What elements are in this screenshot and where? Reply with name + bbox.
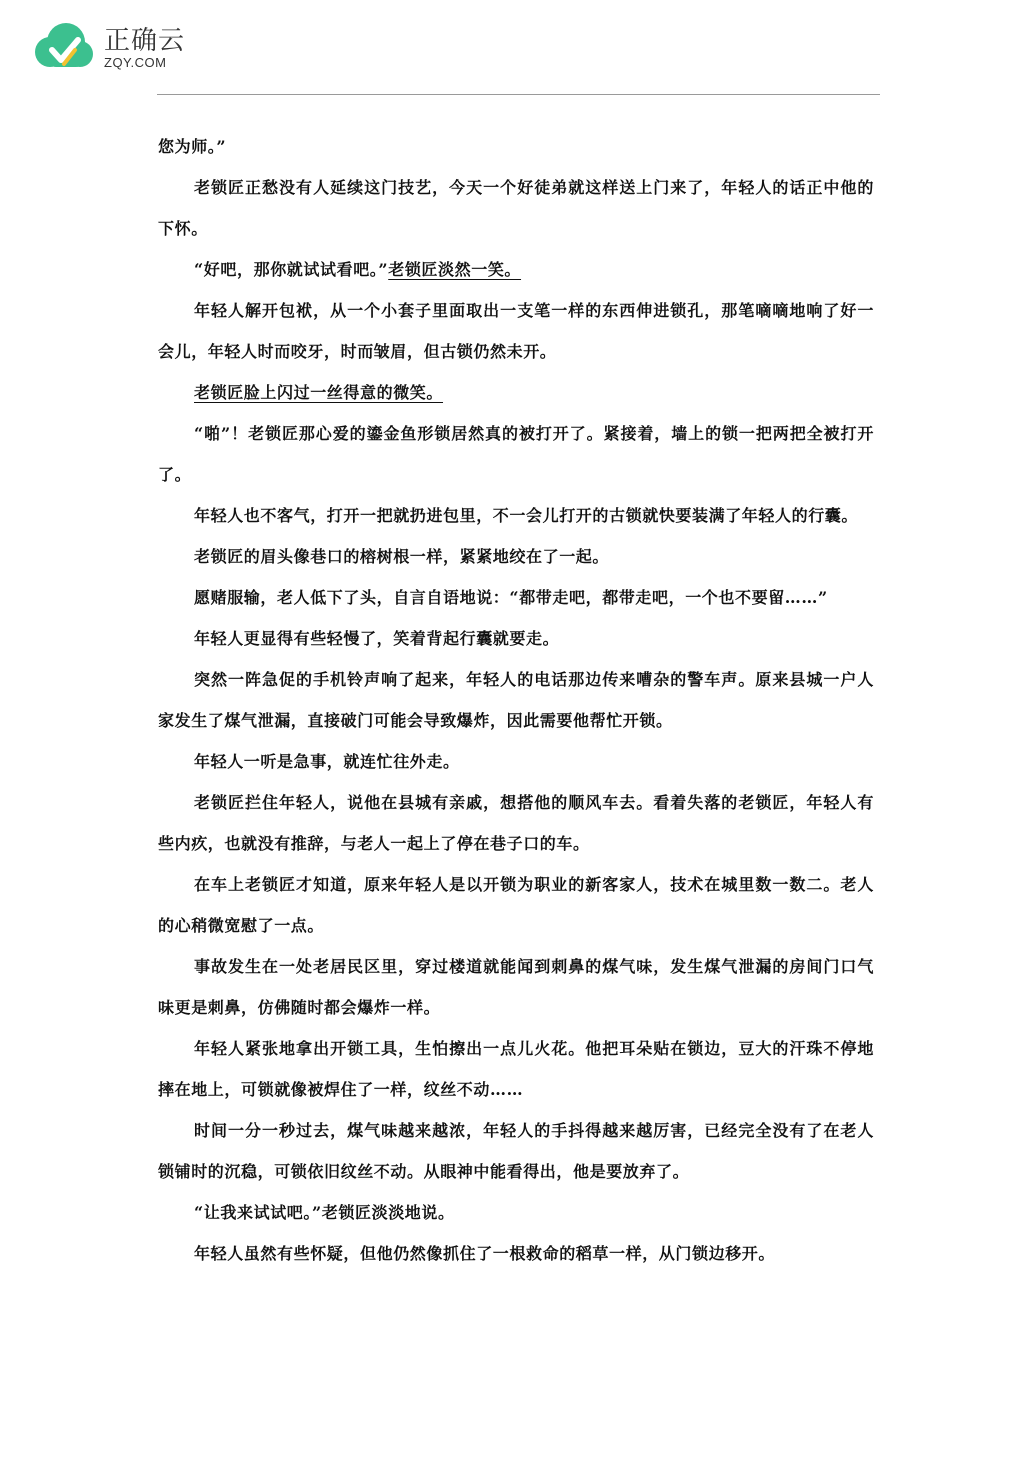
paragraph-text: “好吧，那你就试试看吧。” (194, 260, 389, 279)
brand-name-en: ZQY.COM (104, 55, 167, 70)
article-body (158, 126, 874, 1274)
paragraph: 年轻人虽然有些怀疑，但他仍然像抓住了一根救命的稻草一样，从门锁边移开。 (194, 1244, 776, 1263)
paragraph: 年轻人更显得有些轻慢了，笑着背起行囊就要走。 (194, 629, 560, 648)
paragraph: 时间一分一秒过去，煤气味越来越浓，年轻人的手抖得越来越厉害，已经完全没有了在老人锁铺时的沉稳，可锁依旧纹丝不动。从眼神中能看得出，他是要放弃了。 (158, 1121, 874, 1181)
paragraph: 在车上老锁匠才知道，原来年轻人是以开锁为职业的新客家人，技术在城里数一数二。老人的心稍微宽慰了一点。 (158, 875, 874, 935)
paragraph: “啪”！老锁匠那心爱的鎏金鱼形锁居然真的被打开了。紧接着，墙上的锁一把两把全被打开了。 (158, 424, 874, 484)
paragraph: 老锁匠拦住年轻人，说他在县城有亲戚，想搭他的顺风车去。看着失落的老锁匠，年轻人有些内疚，也就没有推辞，与老人一起上了停在巷子口的车。 (158, 793, 874, 853)
paragraph: 您为师。” (158, 137, 227, 156)
paragraph: 年轻人也不客气，打开一把就扔进包里，不一会儿打开的古锁就快要装满了年轻人的行囊。 (194, 506, 859, 525)
underlined-sentence: 老锁匠淡然一笑。 (388, 260, 522, 279)
paragraph: 突然一阵急促的手机铃声响了起来，年轻人的电话那边传来嘈杂的警车声。原来县城一户人家发生了煤气泄漏，直接破门可能会导致爆炸，因此需要他帮忙开锁。 (158, 670, 874, 730)
paragraph (158, 372, 874, 413)
paragraph: 事故发生在一处老居民区里，穿过楼道就能闻到刺鼻的煤气味，发生煤气泄漏的房间门口气味更是刺鼻，仿佛随时都会爆炸一样。 (158, 957, 874, 1017)
paragraph: 年轻人紧张地拿出开锁工具，生怕擦出一点儿火花。他把耳朵贴在锁边，豆大的汗珠不停地摔在地上，可锁就像被焊住了一样，纹丝不动…… (158, 1039, 874, 1099)
paragraph: 老锁匠正愁没有人延续这门技艺，今天一个好徒弟就这样送上门来了，年轻人的话正中他的下怀。 (158, 178, 874, 238)
paragraph: 年轻人解开包袱，从一个小套子里面取出一支笔一样的东西伸进锁孔，那笔嘀嘀地响了好一会儿，年轻人时而咬牙，时而皱眉，但古锁仍然未开。 (158, 301, 874, 361)
brand-logo-text (104, 26, 185, 70)
paragraph (158, 249, 874, 290)
header-divider (157, 94, 880, 95)
underlined-sentence: 老锁匠脸上闪过一丝得意的微笑。 (194, 383, 444, 402)
brand-name-cn: 正确云 (104, 26, 186, 56)
cloud-check-icon (28, 20, 96, 72)
paragraph: 年轻人一听是急事，就连忙往外走。 (194, 752, 460, 771)
paragraph: 愿赌服输，老人低下了头，自言自语地说：“都带走吧，都带走吧，一个也不要留……” (194, 588, 828, 607)
paragraph: 老锁匠的眉头像巷口的榕树根一样，紧紧地绞在了一起。 (194, 547, 610, 566)
paragraph: “让我来试试吧。”老锁匠淡淡地说。 (194, 1203, 455, 1222)
site-header (28, 20, 328, 76)
